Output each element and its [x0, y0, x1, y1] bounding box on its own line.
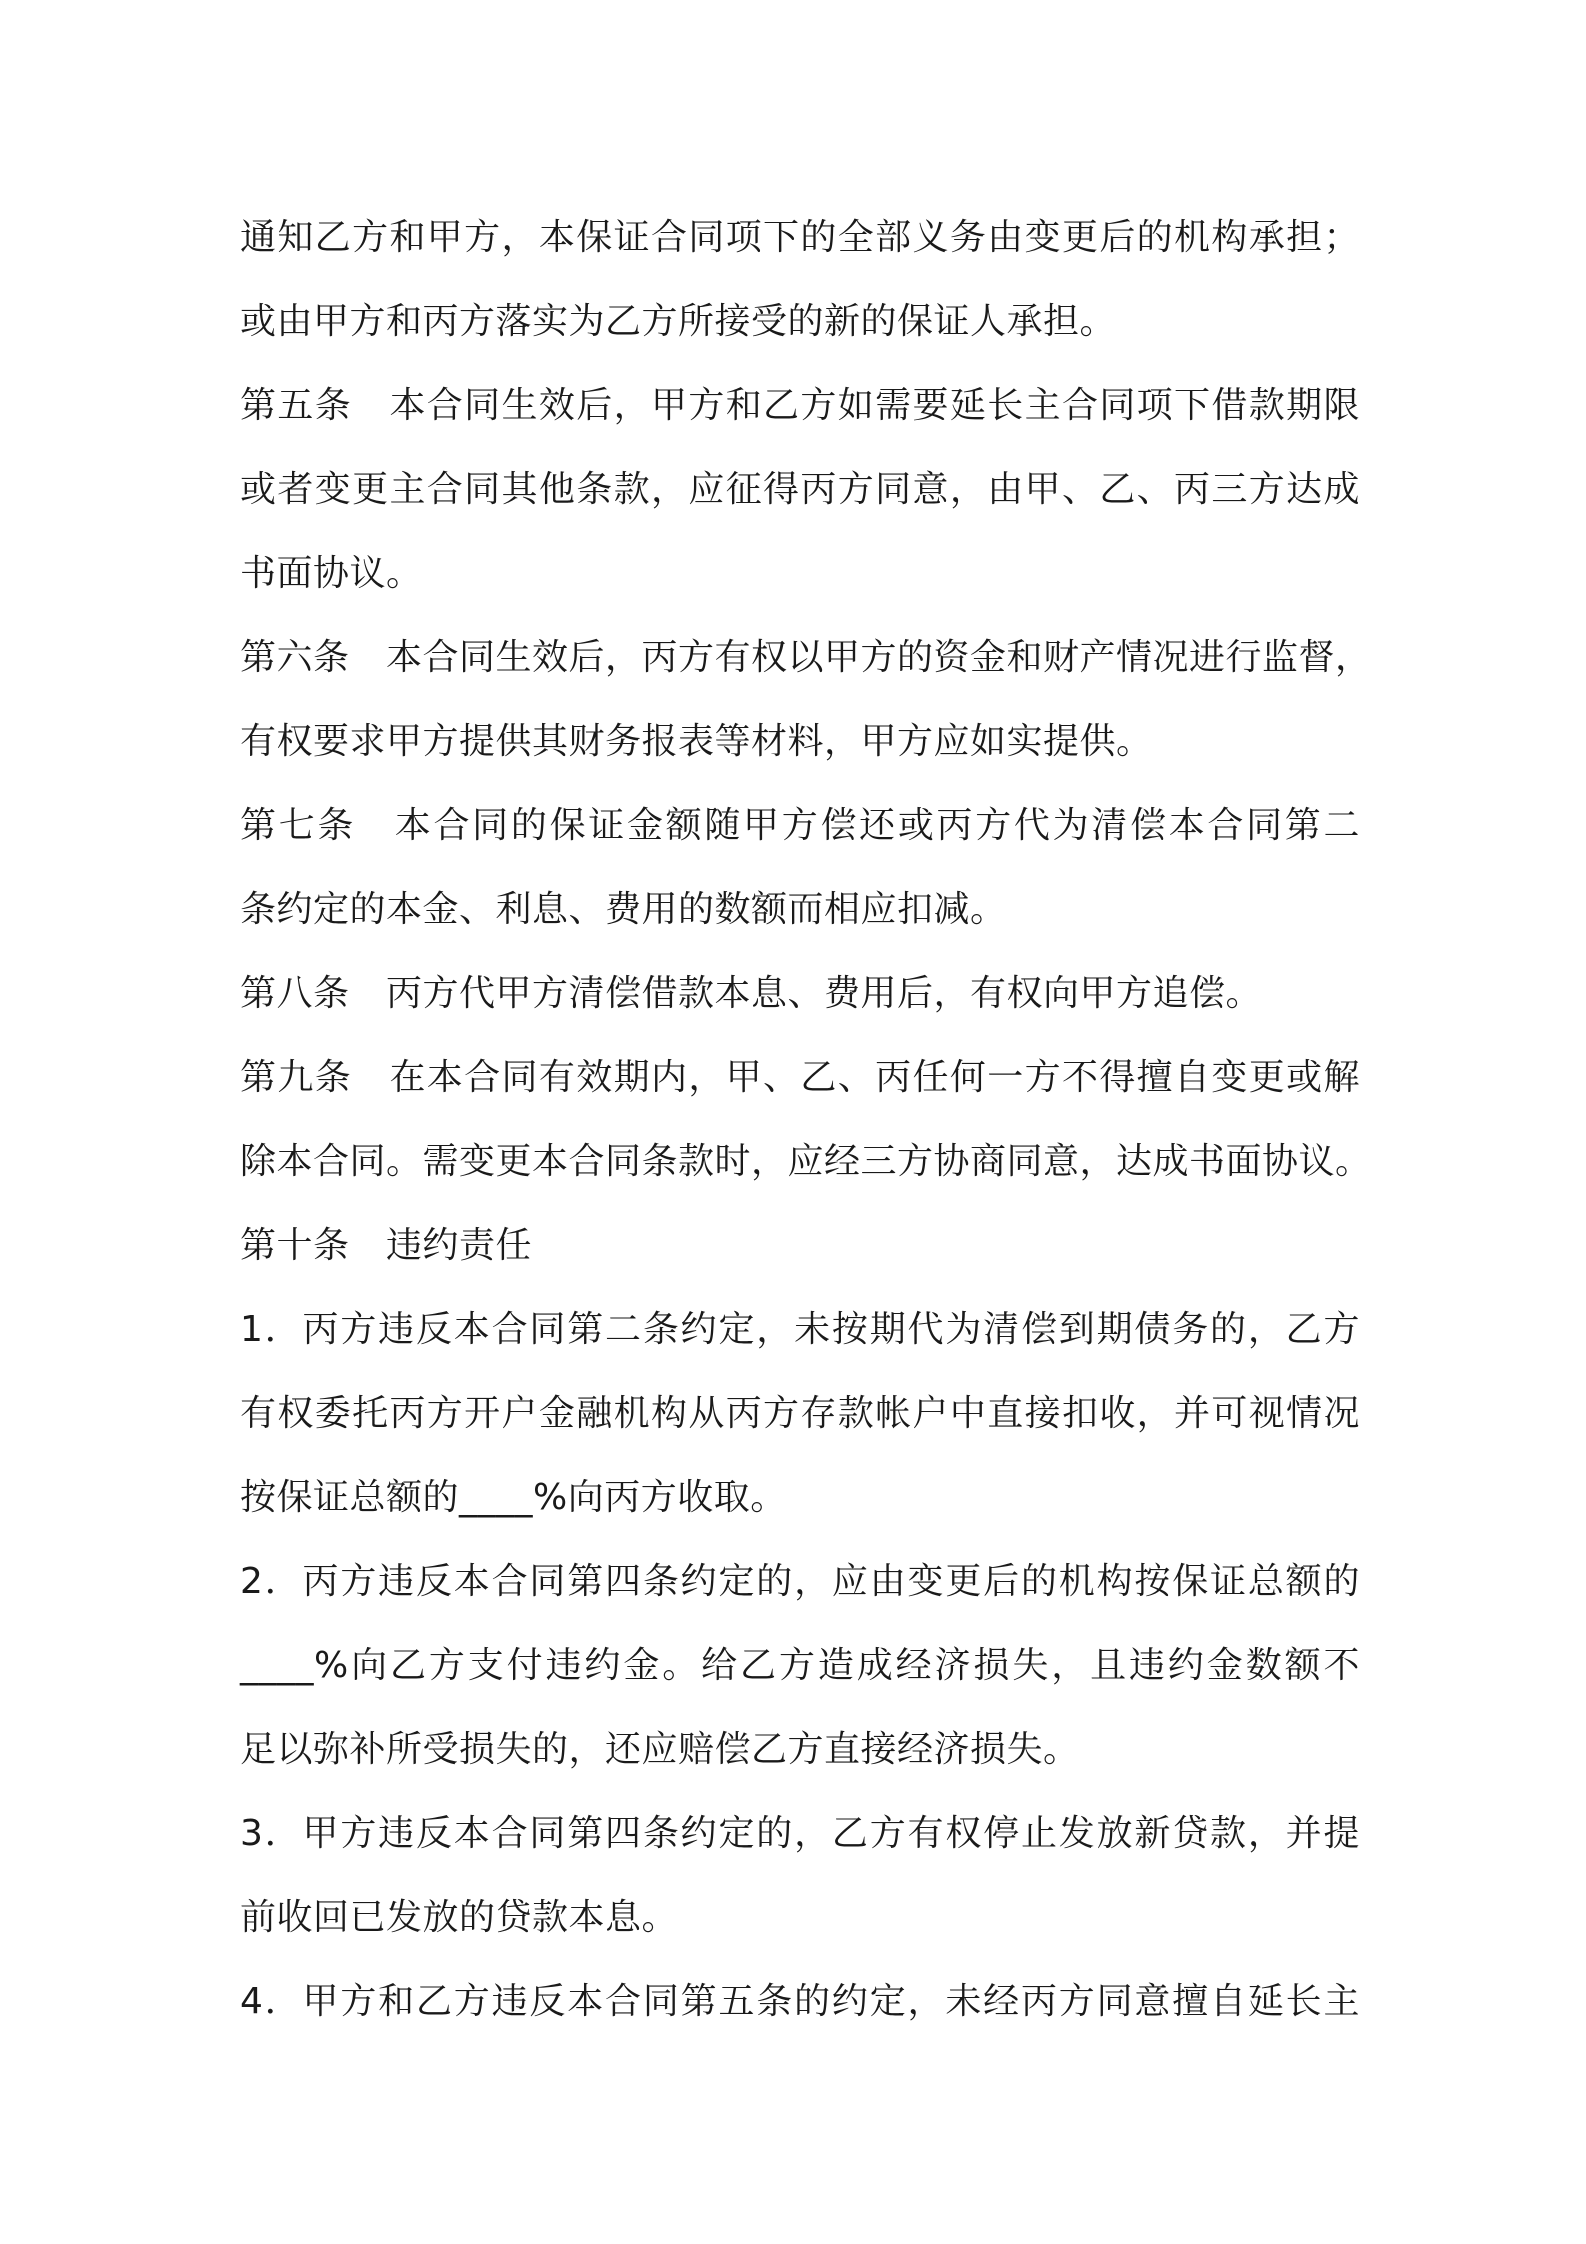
clause-3-line: 3．甲方违反本合同第四条约定的，乙方有权停止发放新贷款，并提: [240, 1813, 1360, 1854]
text-line: 前收回已发放的贷款本息。: [240, 1897, 679, 1938]
article-8-line: 第八条 丙方代甲方清偿借款本息、费用后，有权向甲方追偿。: [240, 973, 1263, 1014]
article-9-line: 第九条 在本合同有效期内，甲、乙、丙任何一方不得擅自变更或解: [240, 1057, 1360, 1098]
text-line: 或由甲方和丙方落实为乙方所接受的新的保证人承担。: [240, 301, 1117, 342]
article-10-heading: 第十条 违约责任: [240, 1225, 533, 1266]
article-7-line: 第七条 本合同的保证金额随甲方偿还或丙方代为清偿本合同第二: [240, 805, 1360, 846]
contract-text-body: [240, 196, 1372, 2044]
text-line: ____%向乙方支付违约金。给乙方造成经济损失，且违约金数额不: [240, 1645, 1360, 1686]
text-line: 有权要求甲方提供其财务报表等材料，甲方应如实提供。: [240, 721, 1153, 762]
text-line: 书面协议。: [240, 553, 423, 594]
text-line: 按保证总额的____%向丙方收取。: [240, 1477, 787, 1518]
text-line: 有权委托丙方开户金融机构从丙方存款帐户中直接扣收，并可视情况: [240, 1393, 1360, 1434]
text-line: 通知乙方和甲方，本保证合同项下的全部义务由变更后的机构承担；: [240, 217, 1360, 258]
text-line: 足以弥补所受损失的，还应赔偿乙方直接经济损失。: [240, 1729, 1080, 1770]
clause-1-line: 1．丙方违反本合同第二条约定，未按期代为清偿到期债务的，乙方: [240, 1309, 1360, 1350]
article-6-line: 第六条 本合同生效后，丙方有权以甲方的资金和财产情况进行监督，: [240, 637, 1372, 678]
clause-4-line: 4．甲方和乙方违反本合同第五条的约定，未经丙方同意擅自延长主: [240, 1981, 1360, 2022]
article-5-line: 第五条 本合同生效后，甲方和乙方如需要延长主合同项下借款期限: [240, 385, 1360, 426]
text-line: 除本合同。需变更本合同条款时，应经三方协商同意，达成书面协议。: [240, 1141, 1372, 1182]
clause-2-line: 2．丙方违反本合同第四条约定的，应由变更后的机构按保证总额的: [240, 1561, 1360, 1602]
text-line: 或者变更主合同其他条款，应征得丙方同意，由甲、乙、丙三方达成: [240, 469, 1360, 510]
text-line: 条约定的本金、利息、费用的数额而相应扣减。: [240, 889, 1007, 930]
